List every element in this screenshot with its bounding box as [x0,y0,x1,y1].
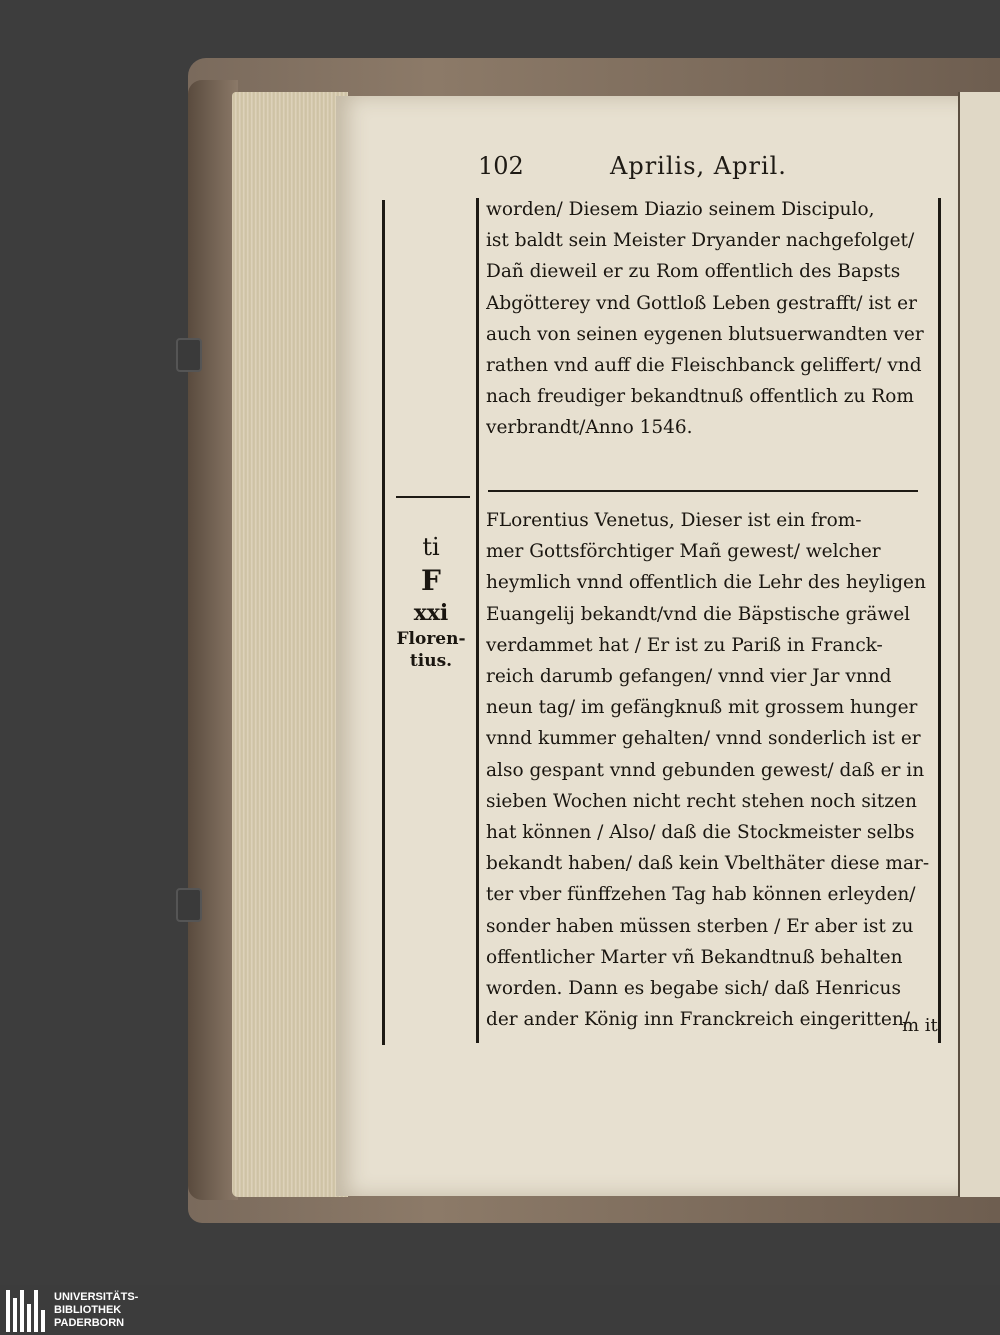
text-line: ist baldt sein Meister Dryander nachgefolget/ [486,230,915,252]
text-block-florentius [486,505,934,1035]
text-line: vnnd kummer gehalten/ vnnd sonderlich ist er [486,728,921,750]
page-edges [232,92,348,1197]
text-line: worden. Dann es begabe sich/ daß Henricus [486,978,901,1000]
logo-line-2: BIBLIOTHEK [54,1304,122,1316]
margin-name-line2: tius. [409,651,453,671]
margin-divider [396,496,470,498]
clasp-bottom [176,888,202,922]
text-line: mer Gottsförchtiger Mañ gewest/ welcher [486,541,881,563]
outer-margin-rule [382,200,385,1045]
library-logo-icon [6,1290,46,1332]
library-logo-text [54,1291,138,1330]
text-line: sieben Wochen nicht recht stehen noch sitzen [486,790,917,812]
text-line: reich darumb gefangen/ vnnd vier Jar vnnd [486,666,892,688]
text-line: offentlicher Marter vñ Bekandtnuß behalten [486,946,903,968]
margin-day-letters: ti [422,533,440,561]
text-block-dryander [486,194,934,444]
text-line: verdammet hat / Er ist zu Pariß in Franck- [486,634,883,656]
text-line: rathen vnd auff die Fleischbanck geliffert/ vnd [486,355,922,377]
facing-page-edge [958,92,1000,1197]
text-line: Abgötterey vnd Gottloß Leben gestrafft/ ist er [486,292,917,314]
text-line: verbrandt/Anno 1546. [486,417,693,439]
running-title: Aprilis, April. [610,152,787,180]
logo-line-1: UNIVERSITÄTS- [54,1291,139,1303]
book-spine [188,80,238,1200]
catchword: m it [902,1015,938,1036]
text-line: nach freudiger bekandtnuß offentlich zu Rom [486,386,914,408]
text-line: sonder haben müssen sterben / Er aber ist zu [486,915,914,937]
logo-line-3: PADERBORN [54,1317,125,1329]
margin-name-line1: Floren- [396,629,466,649]
right-text-rule [938,198,941,1043]
section-divider [488,490,918,492]
margin-note-florentius [396,530,466,672]
margin-dominical-letter: F [421,564,441,597]
text-line: Dañ dieweil er zu Rom offentlich des Bapsts [486,261,901,283]
text-line: der ander König inn Franckreich eingeritten/ [486,1009,910,1031]
text-line: worden/ Diesem Diazio seinem Discipulo, [486,199,875,220]
text-line: ter vber fünffzehen Tag hab können erleyden/ [486,884,916,906]
text-line: Euangelij bekandt/vnd die Bäpstische gräwel [486,603,911,625]
margin-day-number: xxi [413,600,449,626]
text-line: also gespant vnnd gebunden gewest/ daß er in [486,759,925,781]
text-line: auch von seinen eygenen blutsuerwandten ver [486,323,924,345]
clasp-top [176,338,202,372]
inner-margin-rule [476,198,479,1043]
text-line: heymlich vnnd offentlich die Lehr des heyligen [486,572,926,594]
text-line: hat können / Also/ daß die Stockmeister selbs [486,822,915,844]
text-line: bekandt haben/ daß kein Vbelthäter diese mar- [486,853,930,875]
page-number: 102 [478,152,524,180]
footer-bar [0,1285,1000,1335]
text-line: neun tag/ im gefängknuß mit grossem hunger [486,697,918,719]
text-line: FLorentius Venetus, Dieser ist ein from- [486,510,862,531]
